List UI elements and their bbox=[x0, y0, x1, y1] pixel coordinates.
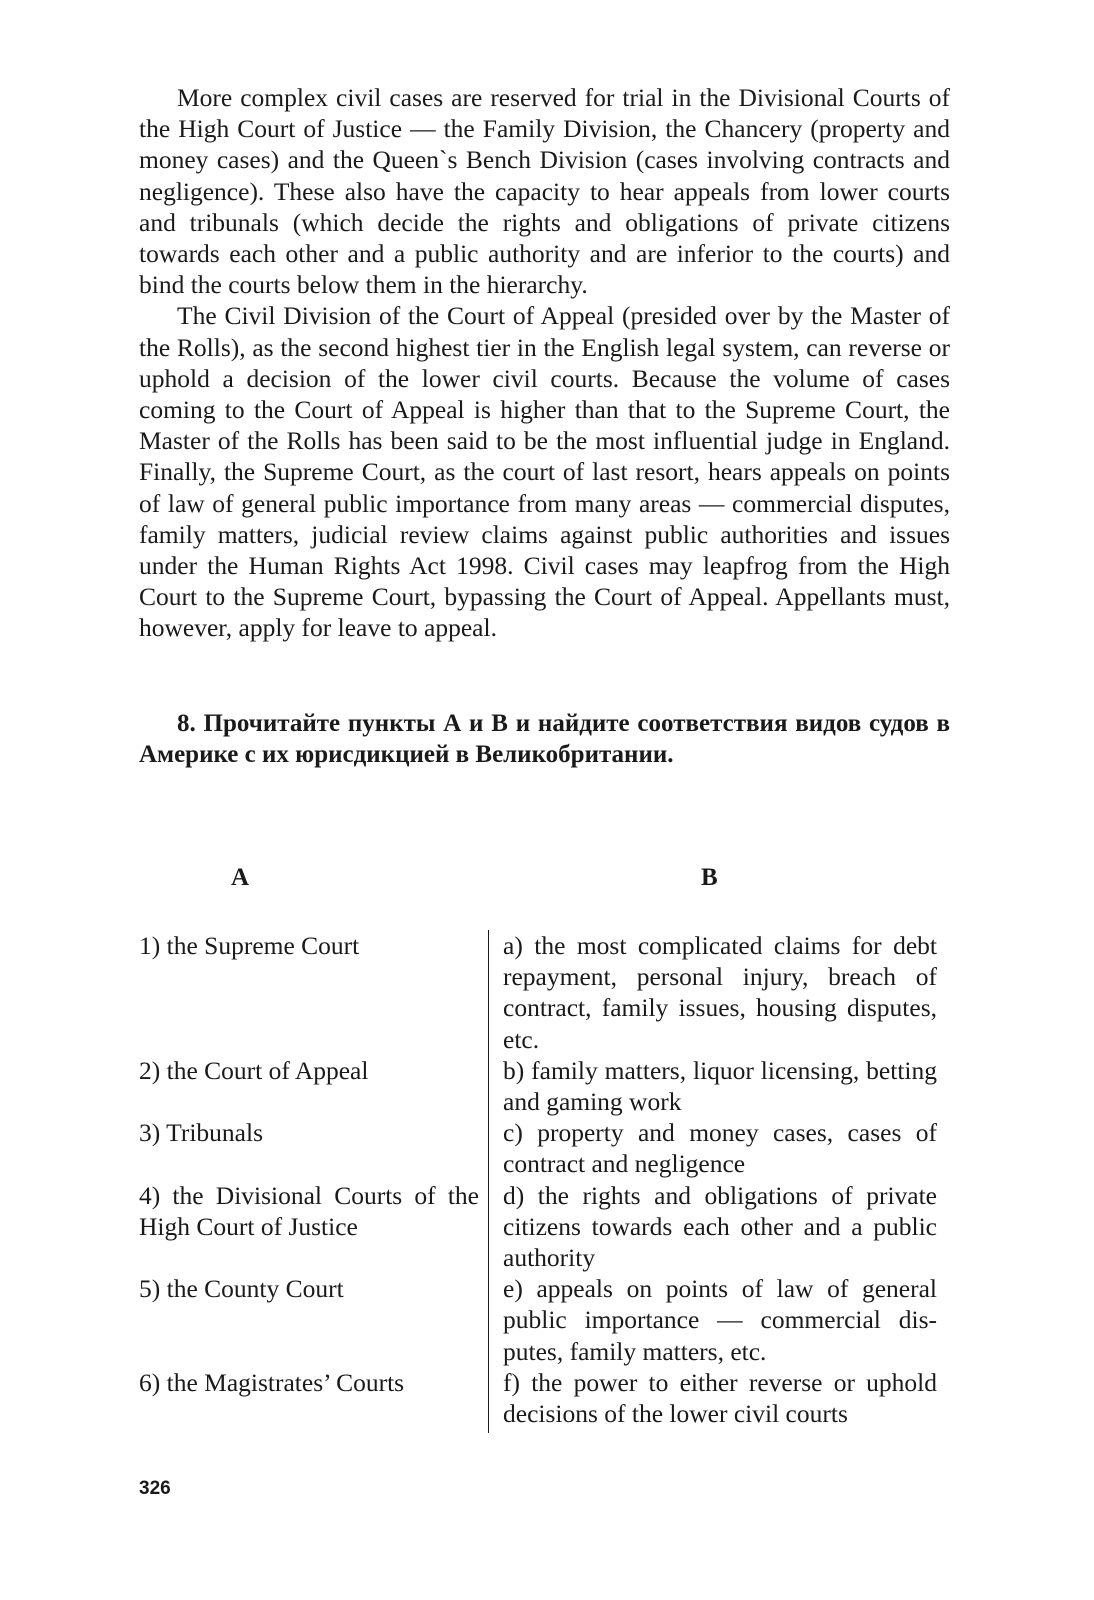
matching-table bbox=[139, 930, 950, 1429]
jurisdiction-item: e) appeals on points of law of general public importance — commercial disputes, family matters, etc. bbox=[503, 1274, 937, 1366]
jurisdiction-item: c) property and money cases, cases of contract and negligence bbox=[503, 1118, 937, 1179]
column-b-heading: B bbox=[701, 864, 718, 891]
court-item: 4) the Divisional Courts of the High Court of Justice bbox=[139, 1180, 479, 1241]
jurisdiction-item: a) the most complicated claims for debt repayment, personal injury, breach of contract, family issues, housing disputes, etc. bbox=[503, 931, 937, 1054]
table-row bbox=[139, 1180, 950, 1274]
table-row bbox=[139, 930, 950, 1055]
court-item: 6) the Magistrates’ Courts bbox=[139, 1367, 405, 1397]
column-a-heading: A bbox=[231, 864, 250, 891]
table-row bbox=[139, 1055, 950, 1117]
column-divider bbox=[488, 930, 489, 1433]
column-headings bbox=[139, 864, 950, 896]
table-row bbox=[139, 1117, 950, 1179]
body-paragraph-1: More complex civil cases are reserved for trial in the Divisional Courts of the High Court of Justice — the Family Division, the Chancery (property and money cases) and the Queen`s Bench Division (cases involving contracts and negligence). These also have the capacity to hear appeals from lower courts and tribunals (which decide the rights and obligations of private citizens towards each other and a public authority and are inferior to the courts) and bind the courts below them in the hierarchy. bbox=[139, 83, 950, 300]
exercise-heading: 8. Прочитайте пункты А и В и найдите соответствия видов судов в Америке с их юрисдикцией в Великобритании. bbox=[139, 709, 950, 769]
jurisdiction-item: b) family matters, liquor licensing, betting and gaming work bbox=[503, 1055, 937, 1117]
court-item: 1) the Supreme Court bbox=[139, 931, 360, 960]
court-item: 5) the County Court bbox=[139, 1274, 344, 1304]
table-row bbox=[139, 1367, 950, 1429]
court-item: 2) the Court of Appeal bbox=[139, 1055, 369, 1085]
body-paragraph-2: The Civil Division of the Court of Appeal (presided over by the Master of the Rolls), as the second highest tier in the English legal system, can reverse or uphold a decision of the lower civil courts. Because the volume of cases coming to the Court of Appeal is higher than that to the Supreme Court, the Master of the Rolls has been said to be the most influential judge in England. Finally, the Supreme Court, as the court of last resort, hears appeals on points of law of general public importance from many areas — commercial disputes, family matters, judicial review claims against public authorities and issues under the Human Rights Act 1998. Civil cases may leapfrog from the High Court to the Supreme Court, bypassing the Court of Appeal. Appellants must, however, apply for leave to appeal. bbox=[139, 301, 950, 643]
table-row bbox=[139, 1273, 950, 1367]
jurisdiction-item: f) the power to either reverse or uphold decisions of the lower civil courts bbox=[503, 1367, 937, 1429]
page-content bbox=[139, 82, 950, 1429]
jurisdiction-item: d) the rights and obligations of private citizens towards each other and a public authority bbox=[503, 1180, 937, 1273]
page-number: 326 bbox=[139, 1478, 171, 1499]
court-item: 3) Tribunals bbox=[139, 1118, 263, 1148]
